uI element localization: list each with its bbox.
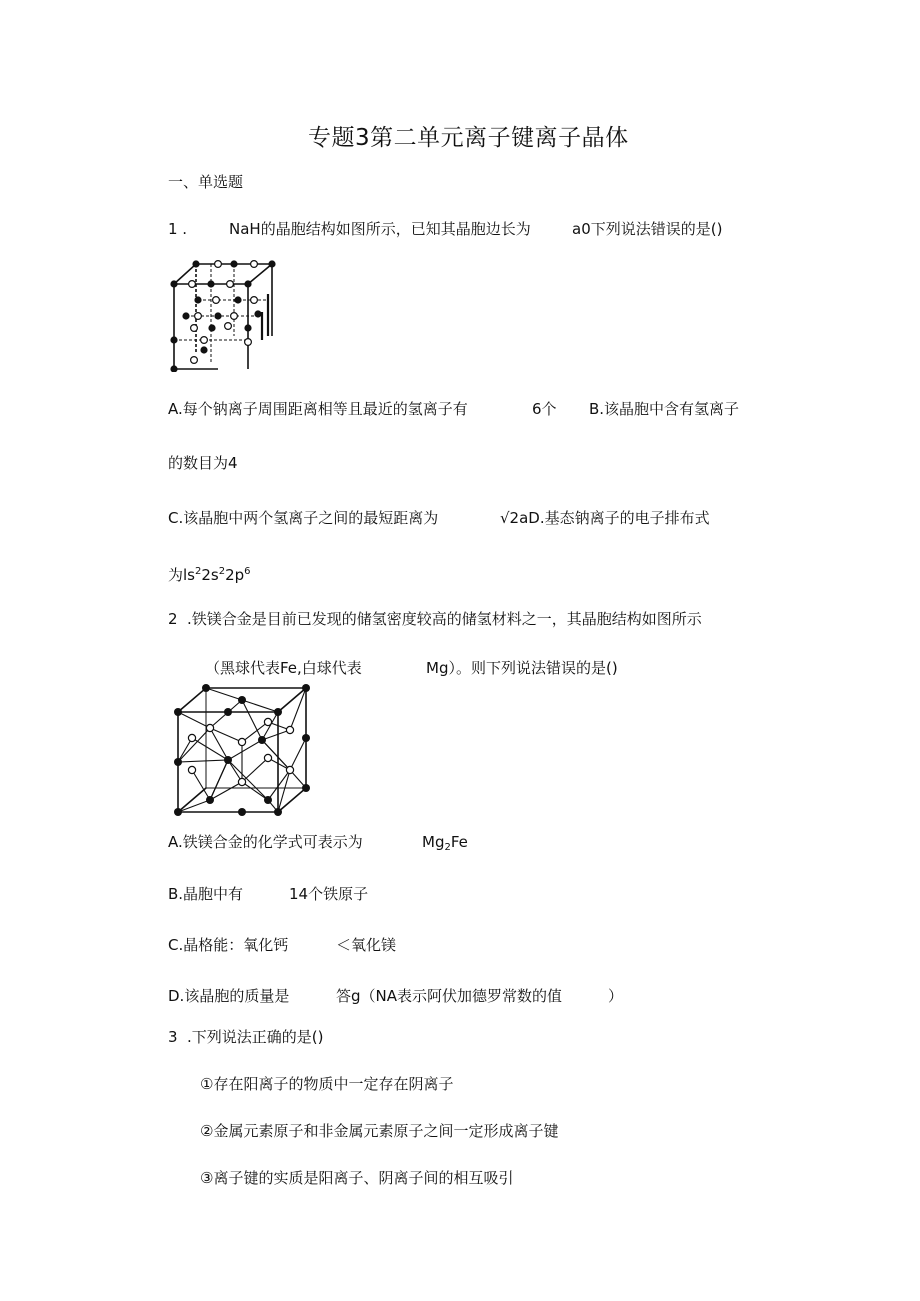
q2-option-a-formula: $Mg_2Fe$ [422,833,468,853]
q1-number: 1 . [168,220,188,238]
q2-option-d-close: ） [608,987,624,1005]
q2-option-d-value: 答g（NA表示阿伏加德罗常数的值 [336,987,563,1005]
q1-stem-part2: a0下列说法错误的是() [572,220,723,238]
q2-stem: .铁镁合金是目前已发现的储氢密度较高的储氢材料之一，其晶胞结构如图所示 [187,610,702,628]
q2-option-b: B.晶胞中有 [168,885,244,903]
document-title: 专题3第二单元离子键离子晶体 [308,125,629,151]
q1-option-c-value: √2aD.基态钠离子的电子排布式 [500,509,710,527]
q3-statement-1: ①存在阳离子的物质中一定存在阴离子 [200,1075,454,1093]
q3-number: 3 [168,1028,178,1046]
q3-statement-3: ③离子键的实质是阳离子、阴离子间的相互吸引 [200,1169,514,1187]
q2-option-a: A.铁镁合金的化学式可表示为 [168,833,363,851]
q1-option-d-config: 为$ls^22s^22p^6$ [168,566,251,584]
q1-option-b-cont: 的数目为4 [168,454,238,472]
q1-option-a: A.每个钠离子周围距离相等且最近的氢离子有 [168,400,468,418]
q3-statement-2: ②金属元素原子和非金属元素原子之间一定形成离子键 [200,1122,559,1140]
section-heading: 一、单选题 [168,173,244,191]
fe-mg-crystal-figure [170,682,314,822]
q2-number: 2 [168,610,178,628]
q2-stem-end: Mg）。则下列说法错误的是() [426,659,618,677]
q1-option-a-count: 6个 [532,400,557,418]
q2-option-c-value: ＜氧化镁 [336,936,397,954]
q3-stem: .下列说法正确的是() [187,1028,324,1046]
q1-stem-part1: NaH的晶胞结构如图所示，已知其晶胞边长为 [229,220,531,238]
q2-option-c: C.晶格能：氧化钙 [168,936,289,954]
q1-option-c: C.该晶胞中两个氢离子之间的最短距离为 [168,509,439,527]
q1-option-b: B.该晶胞中含有氢离子 [589,400,740,418]
q2-stem-legend: （黑球代表Fe,白球代表 [205,659,362,677]
q2-option-d: D.该晶胞的质量是 [168,987,290,1005]
q2-option-b-value: 14个铁原子 [289,885,369,903]
nah-crystal-figure [168,256,280,372]
